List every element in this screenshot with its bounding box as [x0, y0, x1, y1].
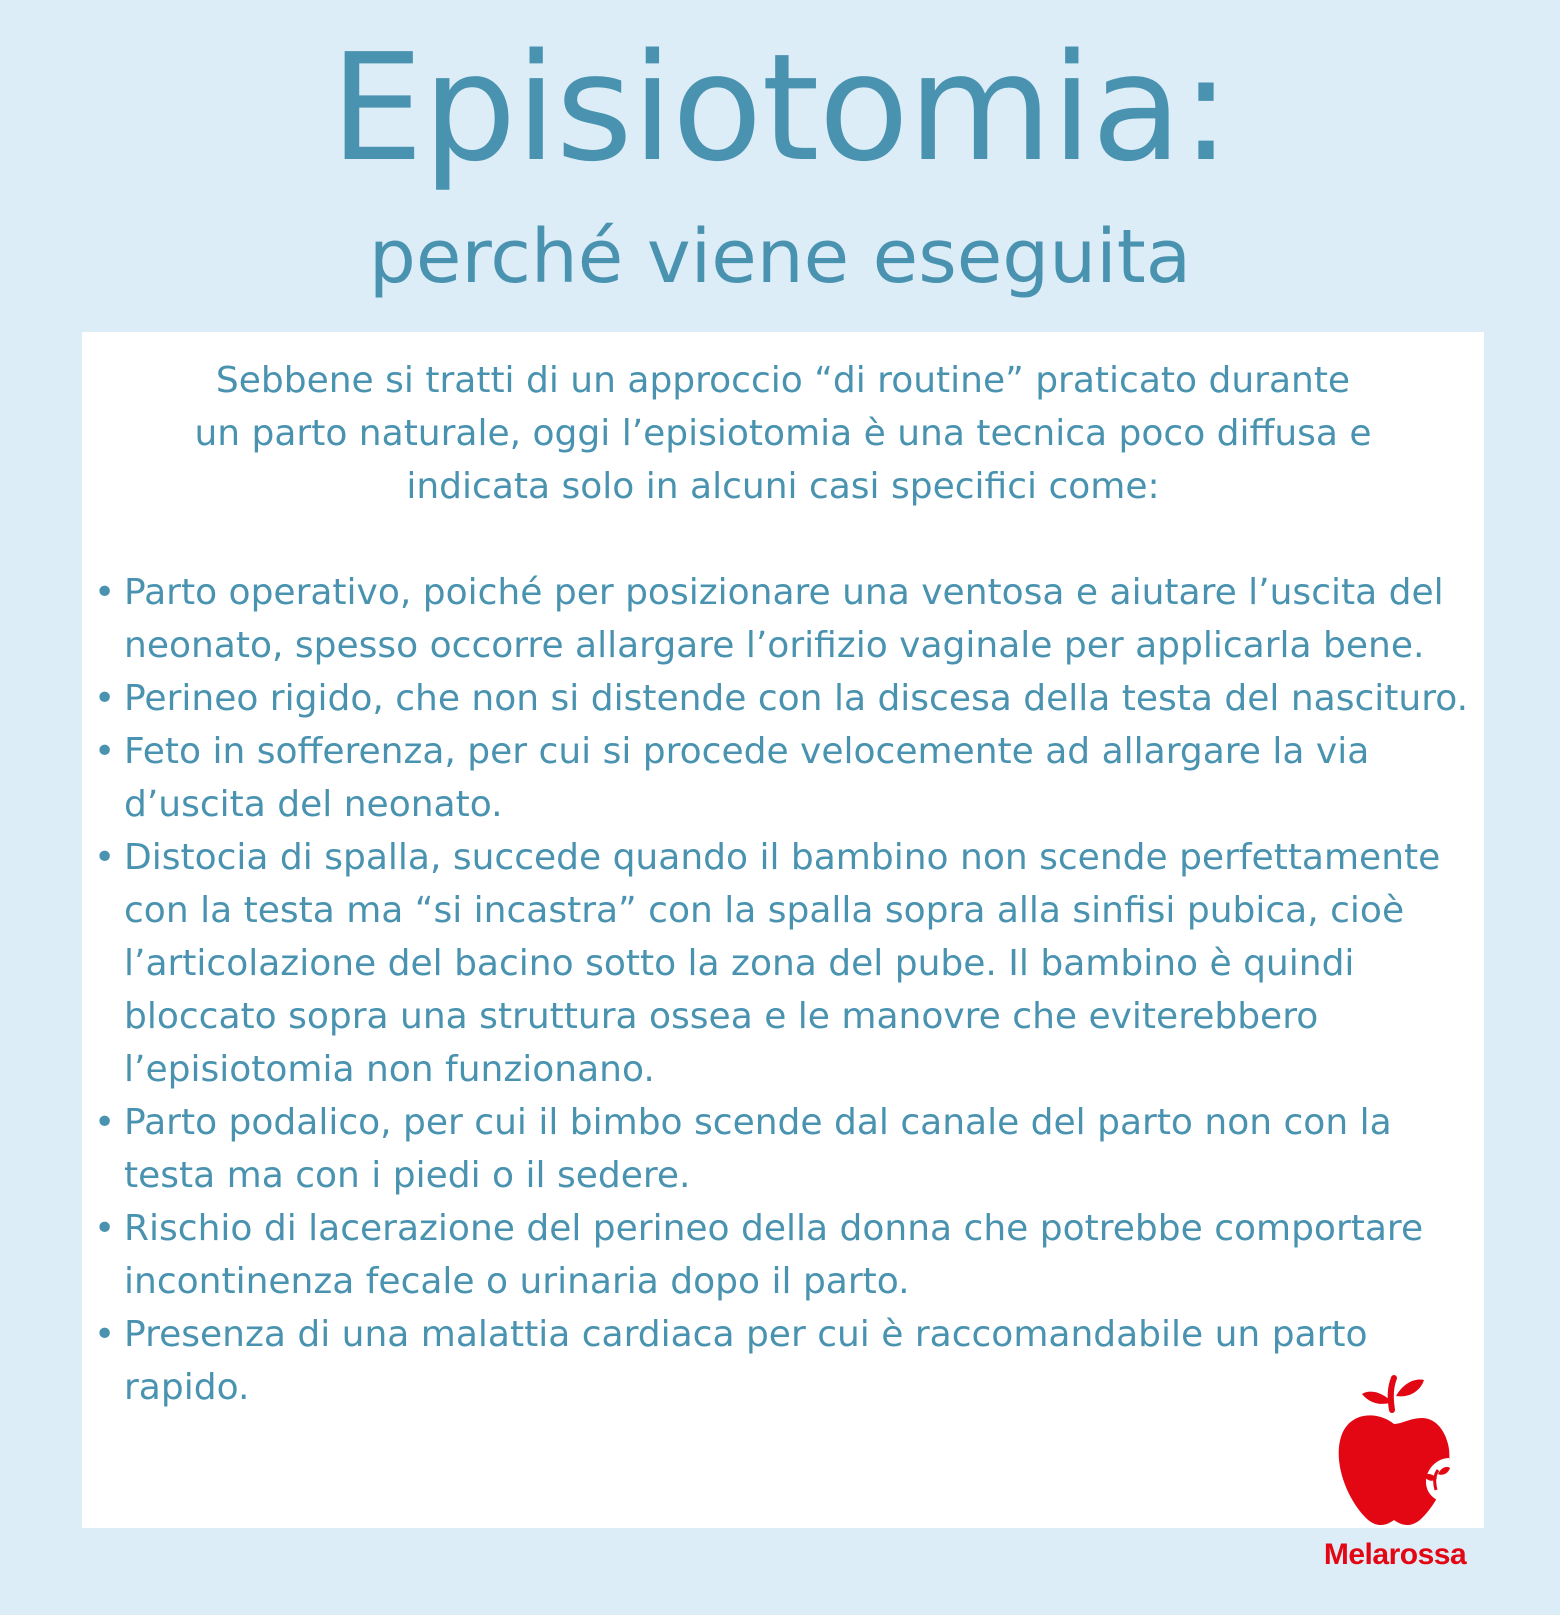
list-item-text: Parto operativo, poiché per posizionare una ventosa e aiutare l’uscita del neonato, spesso occorre allargare l’orifizio vaginale per applicarla bene. — [124, 572, 1444, 666]
intro-line: indicata solo in alcuni casi specifici come: — [406, 466, 1160, 507]
logo-wordmark: Melarossa — [1323, 1538, 1467, 1571]
list-item — [94, 566, 1474, 672]
page-title: Episiotomia: — [330, 22, 1230, 194]
list-item-text: Distocia di spalla, succede quando il bambino non scende perfettamente con la testa ma “si incastra” con la spalla sopra alla sinfisi pubica, cioè l’articolazione del bacino sotto la zona del pube. Il bambino è quindi bloccato sopra una struttura ossea e le manovre che eviterebbero l’episiotomia non funzionano. — [124, 837, 1441, 1090]
indications-list — [94, 566, 1474, 1414]
bullet: • — [94, 731, 116, 772]
content-card — [82, 332, 1484, 1528]
list-item — [94, 1202, 1474, 1308]
apple-icon — [1330, 1372, 1460, 1532]
list-item-text: Feto in sofferenza, per cui si procede velocemente ad allargare la via d’uscita del neonato. — [124, 731, 1370, 825]
list-item-text: Parto podalico, per cui il bimbo scende dal canale del parto non con la testa ma con i piedi o il sedere. — [124, 1102, 1392, 1196]
list-item-text: Perineo rigido, che non si distende con la discesa della testa del nascituro. — [124, 678, 1469, 719]
bullet: • — [94, 572, 116, 613]
list-item-text: Presenza di una malattia cardiaca per cui è raccomandabile un parto rapido. — [124, 1314, 1368, 1408]
list-item — [94, 725, 1474, 831]
intro-line: un parto naturale, oggi l’episiotomia è una tecnica poco diffusa e — [194, 413, 1372, 454]
intro-text — [82, 354, 1484, 513]
list-item-text: Rischio di lacerazione del perineo della donna che potrebbe comportare incontinenza fecale o urinaria dopo il parto. — [124, 1208, 1424, 1302]
bullet: • — [94, 1102, 116, 1143]
bullet: • — [94, 1208, 116, 1249]
list-item — [94, 1308, 1474, 1414]
list-item — [94, 672, 1474, 725]
intro-line: Sebbene si tratti di un approccio “di routine” praticato durante — [215, 360, 1351, 401]
page-subtitle: perché viene eseguita — [368, 214, 1192, 300]
bullet: • — [94, 678, 116, 719]
list-item — [94, 1096, 1474, 1202]
list-item — [94, 831, 1474, 1096]
melarossa-logo — [1300, 1372, 1490, 1572]
bullet: • — [94, 837, 116, 878]
bullet: • — [94, 1314, 116, 1355]
